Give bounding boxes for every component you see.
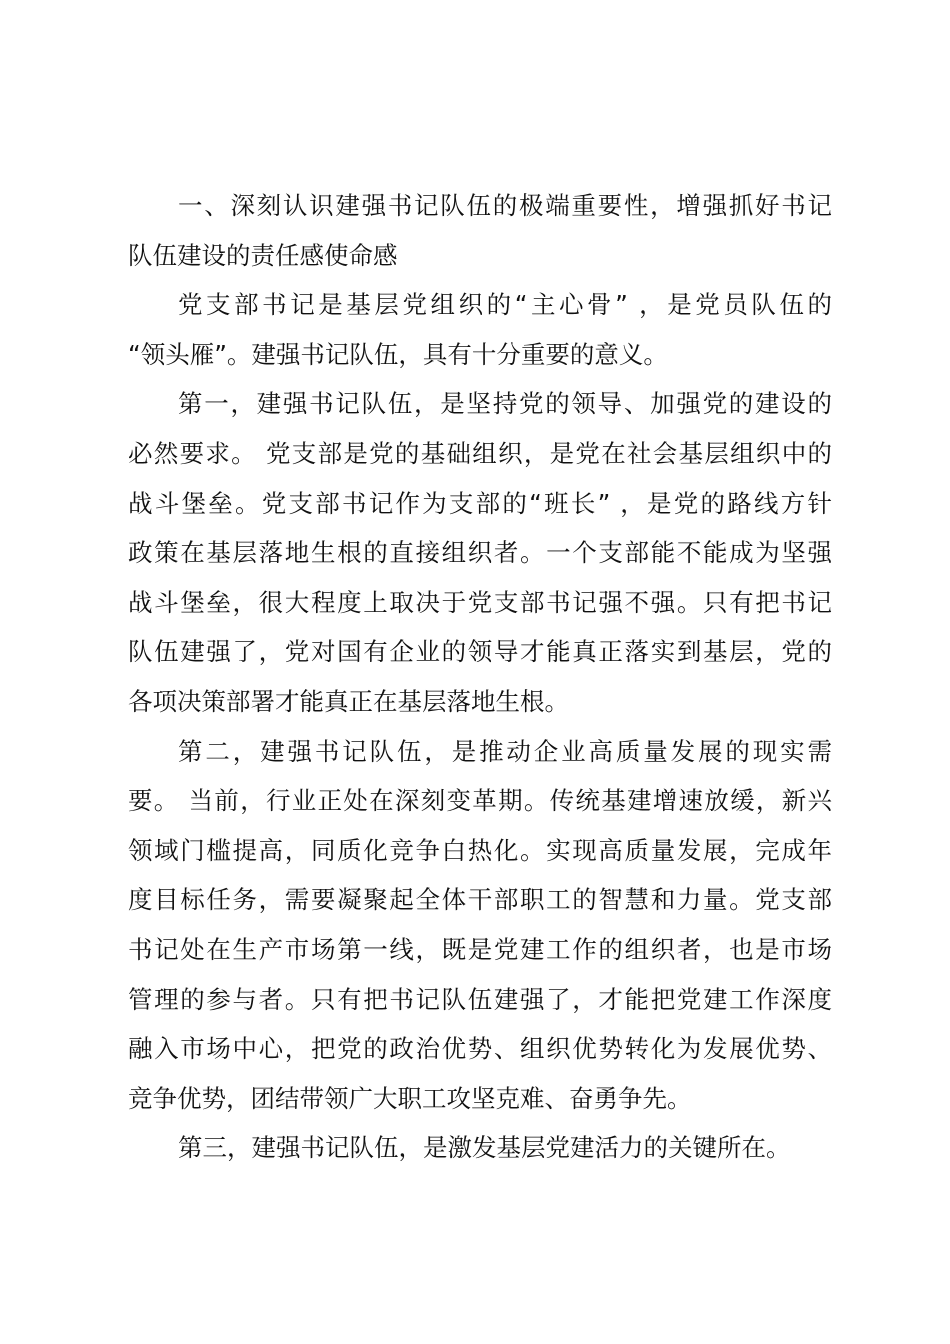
text-line: 要。 当前，行业正处在深刻变革期。传统基建增速放缓，新兴 <box>128 786 832 816</box>
text-line: 队伍建强了，党对国有企业的领导才能真正落实到基层，党的 <box>128 637 832 667</box>
text-line: 第一，建强书记队伍，是坚持党的领导、加强党的建设的 <box>178 389 832 419</box>
text-line: “领头雁”。建强书记队伍，具有十分重要的意义。 <box>128 339 668 369</box>
text-line: 政策在基层落地生根的直接组织者。一个支部能不能成为坚强 <box>128 538 832 568</box>
text-line: 竞争优势，团结带领广大职工攻坚克难、奋勇争先。 <box>128 1083 692 1113</box>
text-line: 队伍建设的责任感使命感 <box>128 240 398 270</box>
paragraph-intro <box>128 285 832 384</box>
text-line: 度目标任务，需要凝聚起全体干部职工的智慧和力量。党支部 <box>128 885 832 915</box>
text-line: 各项决策部署才能真正在基层落地生根。 <box>128 686 569 716</box>
text-line: 第三，建强书记队伍，是激发基层党建活力的关键所在。 <box>178 1133 791 1163</box>
text-line: 战斗堡垒，很大程度上取决于党支部书记强不强。只有把书记 <box>128 587 832 617</box>
text-line: 书记处在生产市场第一线，既是党建工作的组织者，也是市场 <box>128 934 832 964</box>
text-line: 战斗堡垒。党支部书记作为支部的“班长” ，是党的路线方针 <box>128 488 832 518</box>
text-line: 一、深刻认识建强书记队伍的极端重要性，增强抓好书记 <box>178 191 832 220</box>
text-line: 党支部书记是基层党组织的“主心骨” ，是党员队伍的 <box>178 290 832 320</box>
section-heading <box>128 186 832 285</box>
text-line: 必然要求。 党支部是党的基础组织，是党在社会基层组织中的 <box>128 438 832 468</box>
text-line: 第二，建强书记队伍，是推动企业高质量发展的现实需 <box>178 736 832 766</box>
text-line: 融入市场中心，把党的政治优势、组织优势转化为发展优势、 <box>128 1034 832 1064</box>
text-line: 领域门槛提高，同质化竞争白热化。实现高质量发展，完成年 <box>128 835 832 865</box>
document-page <box>128 186 832 1178</box>
text-line: 管理的参与者。只有把书记队伍建强了，才能把党建工作深度 <box>128 984 832 1014</box>
paragraph-third-point <box>128 1128 832 1178</box>
paragraph-first-point <box>128 384 832 731</box>
paragraph-second-point <box>128 732 832 1129</box>
